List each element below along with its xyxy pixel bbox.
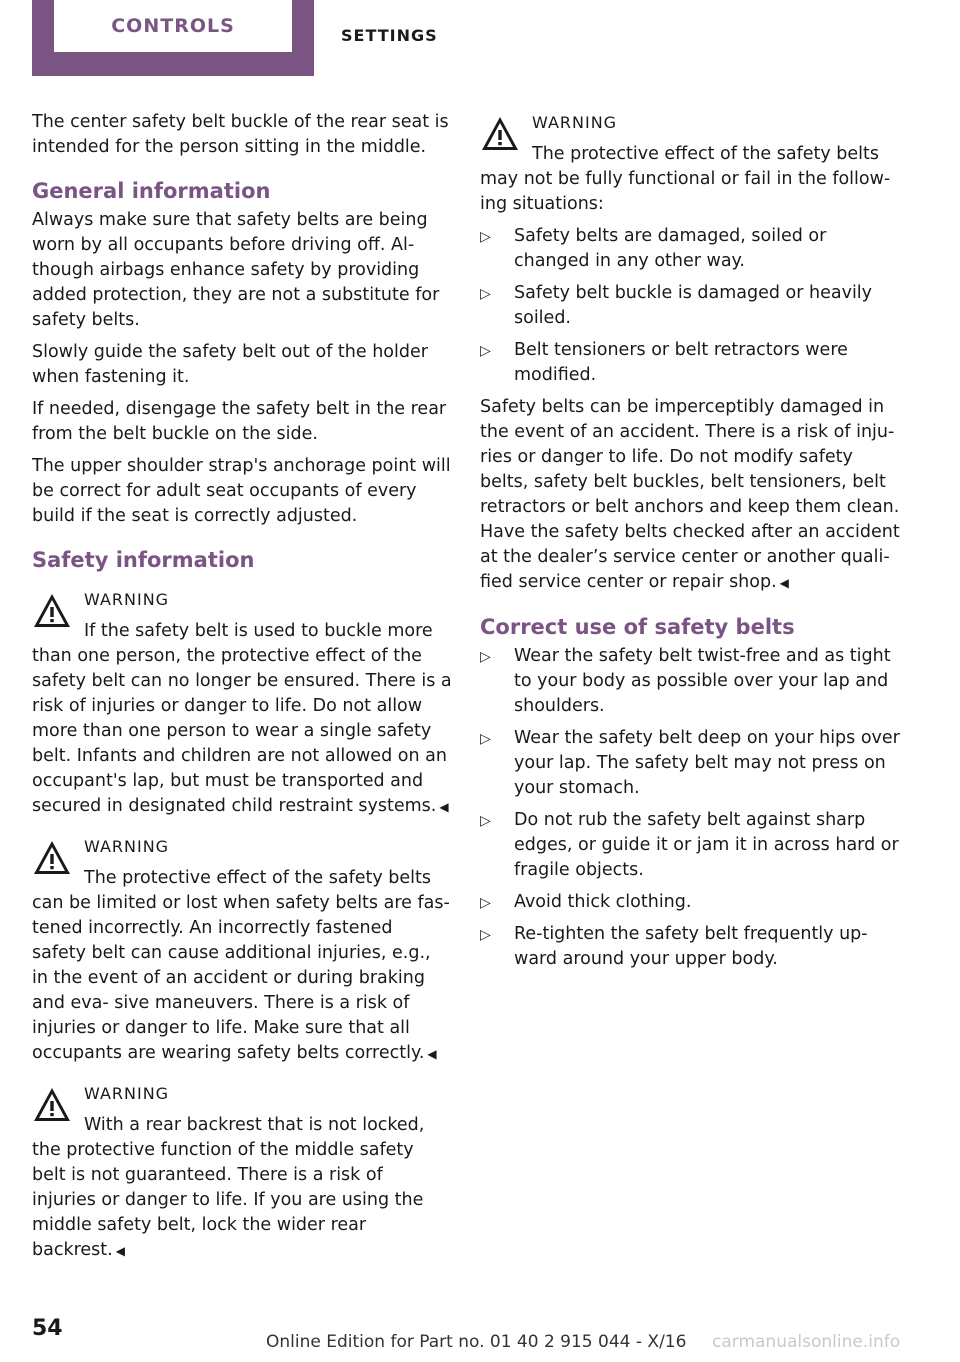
watermark: carmanualsonline.info — [712, 1332, 901, 1352]
warning-situations-list — [480, 224, 900, 388]
list-item: ▷ Do not rub the safety belt against sharp edges, or guide it or jam it in across hard or fragile objects. — [480, 810, 899, 880]
warning-closing-text: Safety belts can be imperceptibly damaged in the event of an accident. There is a risk of inju‐ ries or danger to life. Do not modify safety belts, safety belt buckles, belt tensioners, belt retractors or belt anchors and keep them clean. Have the safety belts checked after an accident at the dealer’s service center or another quali‐ fied service center or repair shop. — [480, 397, 900, 592]
tab-controls[interactable] — [32, 0, 314, 76]
general-paragraph: Slowly guide the safety belt out of the holder when fastening it. — [32, 342, 428, 387]
list-item: ▷ Avoid thick clothing. — [480, 890, 900, 915]
warning-triangle-icon — [32, 1085, 72, 1125]
warning-block — [480, 112, 900, 596]
list-item: ▷ Re-tighten the safety belt frequently up‐ ward around your upper body. — [480, 924, 868, 969]
edition-footer: Online Edition for Part no. 01 40 2 915 044 - X/16 — [266, 1332, 687, 1352]
right-column — [480, 110, 900, 979]
warning-text: The protective effect of the safety belts can be limited or lost when safety belts are fas‐ tened incorrectly. An incorrectly fastened safety belt can cause additional injuries, e.g., in the event of an accident or during braking and eva‐ sive maneuvers. There is a risk of injuries or danger to life. Make sure that all occupants are wearing safety belts correctly. — [32, 868, 450, 1063]
warning-title: WARNING — [84, 590, 170, 609]
tab-settings[interactable]: SETTINGS — [341, 26, 438, 45]
general-paragraph: The upper shoulder strap's anchorage point will be correct for adult seat occupants of every build if the seat is correctly adjusted. — [32, 456, 451, 526]
list-item: ▷ Wear the safety belt twist-free and as tight to your body as possible over your lap and shoulders. — [480, 646, 891, 716]
warning-block — [32, 836, 452, 1067]
end-mark-icon: ◀ — [427, 1047, 437, 1061]
warning-title: WARNING — [84, 1084, 170, 1103]
bullet-triangle-icon: ▷ — [480, 895, 491, 911]
correct-use-heading: Correct use of safety belts — [480, 615, 795, 639]
left-column — [32, 110, 452, 1280]
intro-paragraph: The center safety belt buckle of the rear seat is intended for the person sitting in the middle. — [32, 112, 449, 157]
correct-use-list — [480, 644, 900, 972]
tab-controls-label: CONTROLS — [54, 0, 292, 52]
warning-triangle-icon — [480, 114, 520, 154]
end-mark-icon: ◀ — [439, 800, 449, 814]
end-mark-icon: ◀ — [779, 576, 789, 590]
page-header — [0, 0, 960, 80]
general-information-heading: General information — [32, 179, 271, 203]
bullet-triangle-icon: ▷ — [480, 229, 491, 245]
page-number: 54 — [32, 1316, 63, 1341]
list-item: ▷ Safety belt buckle is damaged or heavily soiled. — [480, 283, 873, 328]
warning-triangle-icon — [32, 591, 72, 631]
general-paragraph: If needed, disengage the safety belt in the rear from the belt buckle on the side. — [32, 399, 447, 444]
general-paragraph: Always make sure that safety belts are being worn by all occupants before driving off. Al‐ though airbags enhance safety by providing added protection, they are not a substitute for safety belts. — [32, 210, 440, 330]
bullet-triangle-icon: ▷ — [480, 927, 491, 943]
list-item: ▷ Wear the safety belt deep on your hips over your lap. The safety belt may not press on your stomach. — [480, 728, 900, 798]
warning-text: If the safety belt is used to buckle more than one person, the protective effect of the safety belt can no longer be ensured. There is a risk of injuries or danger to life. Do not allow more than one person to wear a single safety belt. Infants and children are not allowed on an occupant's lap, but must be transported and secured in designated child restraint systems. — [32, 621, 452, 816]
warning-text: The protective effect of the safety belts may not be fully functional or fail in the follow‐ ing situations: — [480, 144, 891, 214]
bullet-triangle-icon: ▷ — [480, 286, 491, 302]
warning-title: WARNING — [84, 837, 170, 856]
list-item: ▷ Safety belts are damaged, soiled or changed in any other way. — [480, 226, 827, 271]
warning-block — [32, 589, 452, 820]
bullet-triangle-icon: ▷ — [480, 813, 491, 829]
warning-text: With a rear backrest that is not locked, the protective function of the middle safety belt is not guaranteed. There is a risk of injuries or danger to life. If you are using the middle safety belt, lock the wider rear backrest. — [32, 1115, 425, 1260]
bullet-triangle-icon: ▷ — [480, 731, 491, 747]
warning-triangle-icon — [32, 838, 72, 878]
bullet-triangle-icon: ▷ — [480, 649, 491, 665]
safety-information-heading: Safety information — [32, 548, 255, 572]
warning-title: WARNING — [532, 113, 618, 132]
warning-block — [32, 1083, 452, 1264]
bullet-triangle-icon: ▷ — [480, 343, 491, 359]
end-mark-icon: ◀ — [115, 1244, 125, 1258]
list-item: ▷ Belt tensioners or belt retractors were modified. — [480, 340, 848, 385]
